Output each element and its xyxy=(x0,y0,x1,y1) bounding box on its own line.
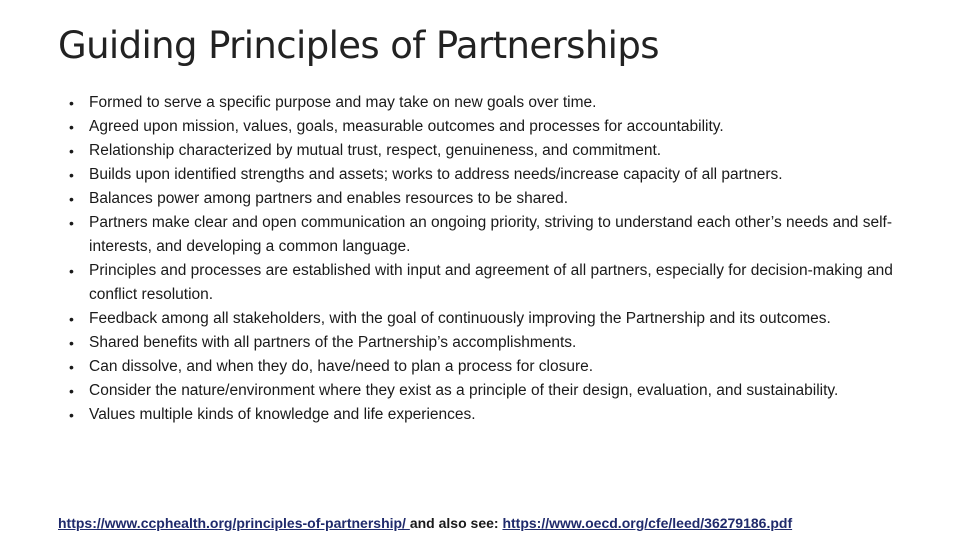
bullet-text: Partners make clear and open communication an ongoing priority, striving to understand each other’s needs and self-interests, and developing a common language. xyxy=(89,214,893,255)
footer-separator-text: and also see: xyxy=(409,515,503,531)
bullet-item xyxy=(66,139,936,163)
bullet-item xyxy=(66,379,936,403)
bullet-item xyxy=(66,115,936,139)
bullet-glyph: • xyxy=(69,119,74,135)
bullet-item xyxy=(66,211,936,259)
bullet-item xyxy=(66,91,936,115)
bullet-item xyxy=(66,331,936,355)
bullet-glyph: • xyxy=(69,263,74,279)
oecd-link[interactable]: https://www.oecd.org/cfe/leed/36279186.pdf xyxy=(502,515,793,531)
slide-title: Guiding Principles of Partnerships xyxy=(58,24,659,67)
bullet-glyph: • xyxy=(69,335,74,351)
bullet-item xyxy=(66,307,936,331)
bullet-text: Agreed upon mission, values, goals, measurable outcomes and processes for accountability. xyxy=(89,118,724,135)
bullet-glyph: • xyxy=(69,383,74,399)
bullet-item xyxy=(66,355,936,379)
bullet-text: Formed to serve a specific purpose and may take on new goals over time. xyxy=(89,94,597,111)
bullet-glyph: • xyxy=(69,311,74,327)
bullet-text: Values multiple kinds of knowledge and life experiences. xyxy=(89,406,476,423)
bullet-glyph: • xyxy=(69,191,74,207)
bullet-glyph: • xyxy=(69,215,74,231)
bullet-glyph: • xyxy=(69,143,74,159)
bullet-text: Builds upon identified strengths and assets; works to address needs/increase capacity of all partners. xyxy=(89,166,783,183)
bullet-item xyxy=(66,187,936,211)
ccphealth-link[interactable]: https://www.ccphealth.org/principles-of-partnership/ xyxy=(58,515,410,531)
bullet-text: Can dissolve, and when they do, have/need to plan a process for closure. xyxy=(89,358,594,375)
bullet-text: Relationship characterized by mutual trust, respect, genuineness, and commitment. xyxy=(89,142,662,159)
bullet-text: Balances power among partners and enables resources to be shared. xyxy=(89,190,569,207)
bullet-list xyxy=(66,91,936,427)
bullet-text: Consider the nature/environment where they exist as a principle of their design, evaluation, and sustainability. xyxy=(89,382,839,399)
bullet-glyph: • xyxy=(69,407,74,423)
bullet-text: Principles and processes are established with input and agreement of all partners, especially for decision-making and conflict resolution. xyxy=(89,262,893,303)
bullet-text: Feedback among all stakeholders, with the goal of continuously improving the Partnership and its outcomes. xyxy=(89,310,831,327)
bullet-item xyxy=(66,403,936,427)
bullet-text: Shared benefits with all partners of the Partnership’s accomplishments. xyxy=(89,334,577,351)
bullet-glyph: • xyxy=(69,167,74,183)
bullet-glyph: • xyxy=(69,95,74,111)
bullet-glyph: • xyxy=(69,359,74,375)
footer-references xyxy=(58,515,792,531)
bullet-item xyxy=(66,259,936,307)
bullet-item xyxy=(66,163,936,187)
